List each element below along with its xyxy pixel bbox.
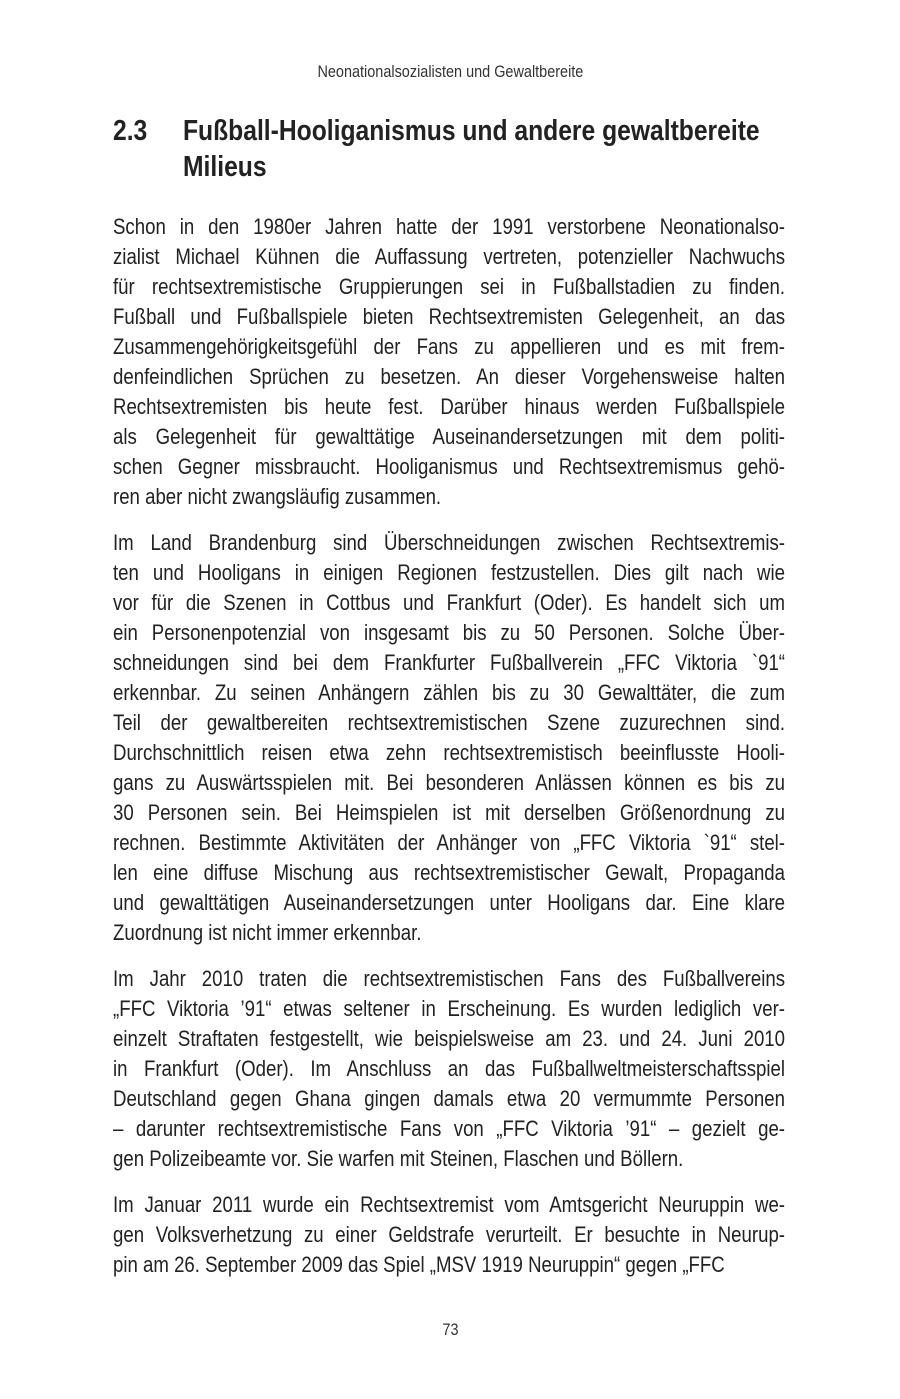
text-line: Zuordnung ist nicht immer erkennbar. (113, 920, 422, 945)
body-text (113, 212, 785, 1296)
text-line: Rechtsextremisten bis heute fest. Darüber hinaus werden Fußballspiele (113, 394, 786, 419)
text-line: Im Jahr 2010 traten die rechtsextremistischen Fans des Fußballvereins (113, 966, 786, 991)
text-line: gen Volksverhetzung zu einer Geldstrafe verurteilt. Er besuchte in Neurup- (113, 1222, 786, 1247)
text-line: gans zu Auswärtsspielen mit. Bei besonderen Anlässen können es bis zu (113, 770, 786, 795)
text-line: erkennbar. Zu seinen Anhängern zählen bis zu 30 Gewalttäter, die zum (113, 680, 786, 705)
paragraph (113, 1190, 785, 1280)
section-number: 2.3 (113, 115, 148, 147)
text-line: ein Personenpotenzial von insgesamt bis zu 50 Personen. Solche Über- (113, 620, 786, 645)
page-number (0, 1320, 900, 1340)
paragraph (113, 528, 785, 948)
text-line: len eine diffuse Mischung aus rechtsextremistischer Gewalt, Propaganda (113, 860, 786, 885)
text-line: für rechtsextremistische Gruppierungen sei in Fußballstadien zu finden. (113, 274, 786, 299)
text-line: „FFC Viktoria ’91“ etwas seltener in Erscheinung. Es wurden lediglich ver- (113, 996, 786, 1021)
paragraph (113, 964, 785, 1174)
text-line: zialist Michael Kühnen die Auffassung vertreten, potenzieller Nachwuchs (113, 244, 786, 269)
text-line: Deutschland gegen Ghana gingen damals etwa 20 vermummte Personen (113, 1086, 786, 1111)
text-line: schen Gegner missbraucht. Hooliganismus und Rechtsextremismus gehö- (113, 454, 786, 479)
text-line: ten und Hooligans in einigen Regionen festzustellen. Dies gilt nach wie (113, 560, 786, 585)
text-line: denfeindlichen Sprüchen zu besetzen. An dieser Vorgehensweise halten (113, 364, 786, 389)
text-line: Im Land Brandenburg sind Überschneidungen zwischen Rechtsextremis- (113, 530, 786, 555)
text-line: schneidungen sind bei dem Frankfurter Fußballverein „FFC Viktoria `91“ (113, 650, 786, 675)
text-line: pin am 26. September 2009 das Spiel „MSV 1919 Neuruppin“ gegen „FFC (113, 1252, 725, 1277)
text-line: vor für die Szenen in Cottbus und Frankfurt (Oder). Es handelt sich um (113, 590, 786, 615)
paragraph (113, 212, 785, 512)
text-line: als Gelegenheit für gewalttätige Auseinandersetzungen mit dem politi- (113, 424, 786, 449)
text-line: einzelt Straftaten festgestellt, wie beispielsweise am 23. und 24. Juni 2010 (113, 1026, 786, 1051)
text-line: 30 Personen sein. Bei Heimspielen ist mit derselben Größenordnung zu (113, 800, 786, 825)
text-line: Schon in den 1980er Jahren hatte der 1991 verstorbene Neonationalso- (113, 214, 786, 239)
running-header-text: Neonationalsozialisten und Gewaltbereite (317, 62, 583, 81)
running-header (0, 62, 900, 82)
section-title-line: Milieus (183, 151, 267, 183)
text-line: in Frankfurt (Oder). Im Anschluss an das Fußballweltmeisterschaftsspiel (113, 1056, 786, 1081)
text-line: Zusammengehörigkeitsgefühl der Fans zu appellieren und es mit frem- (113, 334, 786, 359)
text-line: Teil der gewaltbereiten rechtsextremistischen Szene zuzurechnen sind. (113, 710, 786, 735)
section-title (183, 113, 900, 185)
text-line: gen Polizeibeamte vor. Sie warfen mit Steinen, Flaschen und Böllern. (113, 1146, 684, 1171)
text-line: rechnen. Bestimmte Aktivitäten der Anhänger von „FFC Viktoria `91“ stel- (113, 830, 786, 855)
text-line: Fußball und Fußballspiele bieten Rechtsextremisten Gelegenheit, an das (113, 304, 786, 329)
text-line: und gewalttätigen Auseinandersetzungen unter Hooligans dar. Eine klare (113, 890, 786, 915)
section-title-line: Fußball-Hooliganismus und andere gewaltbereite (183, 115, 760, 147)
text-line: – darunter rechtsextremistische Fans von „FFC Viktoria ’91“ – gezielt ge- (113, 1116, 786, 1141)
page-number-text: 73 (441, 1320, 459, 1339)
text-line: ren aber nicht zwangsläufig zusammen. (113, 484, 442, 509)
text-line: Durchschnittlich reisen etwa zehn rechtsextremistisch beeinflusste Hooli- (113, 740, 786, 765)
text-line: Im Januar 2011 wurde ein Rechtsextremist vom Amtsgericht Neuruppin we- (113, 1192, 786, 1217)
